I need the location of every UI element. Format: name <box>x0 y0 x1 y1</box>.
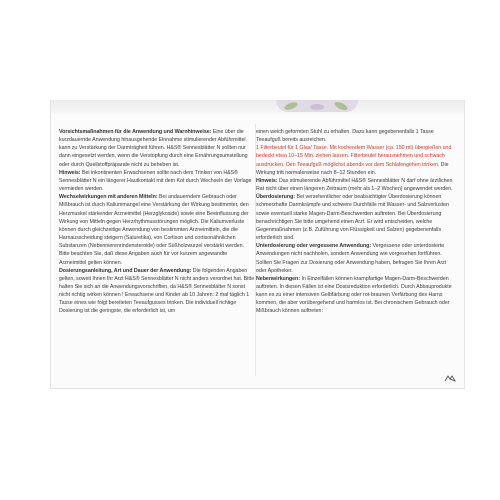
text-interactions: Bei andauerndem Gebrauch oder Mißbrauch ist durch Kaliummangel eine Verstärkung der Wirkung bestimmter, den Herzmuskel stärkender Arzneimittel (Herzglykoside) sowie eine Beeinflussung der Wirkung von Mitteln gegen Herzrhythmusstörungen möglich. Die Kaliumverluste können durch gleichzeitige Anwendung von bestimmten Arzneimitteln, die die Harnausscheidung steigern (Saluretika), von Cortison und cortisonähnlichen Substanzen (Nebennierenrindensteroide) oder Süßholzwurzel verstärkt werden. Bitte beachten Sie, daß diese Angaben auch für vor kurzem angewandte Arzneimittel gelten können. <box>59 194 249 266</box>
paragraph-dosage <box>59 267 255 316</box>
paragraph-overdose <box>256 193 458 242</box>
heading-interactions: Wechselwirkungen mit anderen Mitteln: <box>59 194 158 201</box>
text-overdose: Bei versehentlicher oder beabsichtigter Überdosierung können schmerzhafte Darmkrämpfe und schwere Durchfälle mit Wasser- und Salzverlusten sowie eventuell starke Magen-Darm-Beschwerden auftreten. Bei Überdosierung benachrichtigen Sie bitte umgehend einen Arzt. Er wird entscheiden, welche Gegenmaßnahmen (z.B. Zuführung von Flüssigkeit und Salzen) gegebenenfalls erforderlich sind. <box>256 194 449 242</box>
heading-overdose: Überdosierung: <box>256 194 296 201</box>
flower-icon <box>310 104 324 110</box>
package-top-strip <box>51 100 464 114</box>
text-hint: Bei inkontinenten Erwachsenen sollte nach dem Trinken von H&S® Sennesblätter N ein längerer Hautkontakt mit dem Kot durch Wechseln der Vorlage vermieden werden. <box>59 169 252 193</box>
heading-underdose: Unterdosierung oder vergessene Anwendung: <box>256 243 372 250</box>
herbal-illustration <box>276 100 358 112</box>
heading-warnings: Vorsichtsmaßnahmen für die Anwendung und Warnhinweise: <box>59 129 212 135</box>
paragraph-hint-incontinence <box>59 169 255 193</box>
text-side-effects: In Einzelfällen können krampfartige Magen-Darm-Beschwerden auftreten. In diesen Fällen ist eine Dosisreduktion erforderlich. Durch Abbauprodukte kann es zu einer intensiven Gelbfärbung oder rot-braunen Verfärbung des Harns kommen, die aber vorübergehend und harmlos ist. Bei chronischem Gebrauch oder Mißbrauch können auftreten: <box>256 275 452 315</box>
leaf-icon <box>333 100 348 111</box>
paragraph-dosage-continued <box>256 128 458 144</box>
paragraph-underdose <box>256 242 458 275</box>
package-back-panel <box>50 100 465 389</box>
text-column-left <box>59 128 255 316</box>
recycle-icon <box>444 375 456 382</box>
text-warnings: Eine über die kurzdauernde Anwendung hinausgehende Einnahme stimulierender Abführmittel kann zu Verstärkung der Darmträgheit führen. H&S® Sennesblätter N sollten nur dann eingesetzt werden, wenn die Verstopfung durch eine Ernährungsumstellung oder durch Quellstoffpräparate nicht zu beheben ist. <box>59 129 248 168</box>
paragraph-warnings <box>59 128 255 169</box>
text-dosage-continued: einen weich geformten Stuhl zu erhalten. Dazu kann gegebenenfalls 1 Tasse Teeaufguß bereits ausreichen. <box>256 129 434 144</box>
paragraph-side-effects <box>256 275 458 316</box>
text-preparation-highlight: 1 Filterbeutel für 1 Glas/ Tasse. Mit kochendem Wasser (ca. 150 ml) übergießen und bedeckt etwa 10–15 Min. ziehen lassen. Filterbeutel herausnehmen und schwach ausdrücken. Den Teeaufguß möglichst abends vor dem Schlafengehen trinken. <box>256 145 452 168</box>
leaf-icon <box>283 101 298 111</box>
text-column-right <box>256 128 458 316</box>
paragraph-hint-duration <box>256 177 458 193</box>
paragraph-preparation <box>256 144 458 177</box>
text-effect-onset: Die Wirkung tritt normalerweise nach 8–12 Stunden ein. <box>256 161 449 176</box>
text-dosage: Die folgenden Angaben gelten, soweit Ihnen Ihr Arzt H&S® Sennesblätter N nicht anders verordnet hat. Bitte halten Sie sich an die Anwendungsvorschriften, da H&S® Sennesblätter N sonst nicht richtig wirken können ! Erwachsene und Kinder ab 10 Jahren: 2 mal täglich 1 Tasse eines wie folgt bereiteten Teeaufgusses trinken. Die individuell richtige Dosierung ist die geringste, die erforderlich ist, um <box>59 267 255 315</box>
heading-hint: Hinweis: <box>59 169 81 176</box>
heading-dosage: Dosierungsanleitung, Art und Dauer der Anwendung: <box>59 267 192 274</box>
heading-hint-duration: Hinweis: <box>256 177 278 184</box>
paragraph-interactions <box>59 193 255 266</box>
text-hint-duration: Das stimulierende Abführmittel H&S® Sennesblätter N darf ohne ärztlichen Rat nicht über einen längeren Zeitraum (mehr als 1–2 Wochen) angewendet werden. <box>256 177 453 193</box>
text-underdose: Vergessene oder unterdosierte Anwendungen nicht nachholen, sondern Anwendung wie vorgesehen fortführen. Sollten Sie Fragen zur Dosierung oder Anwendung haben, befragen Sie Ihren Arzt oder Apotheker. <box>256 243 447 274</box>
heading-side-effects: Nebenwirkungen: <box>256 275 300 282</box>
